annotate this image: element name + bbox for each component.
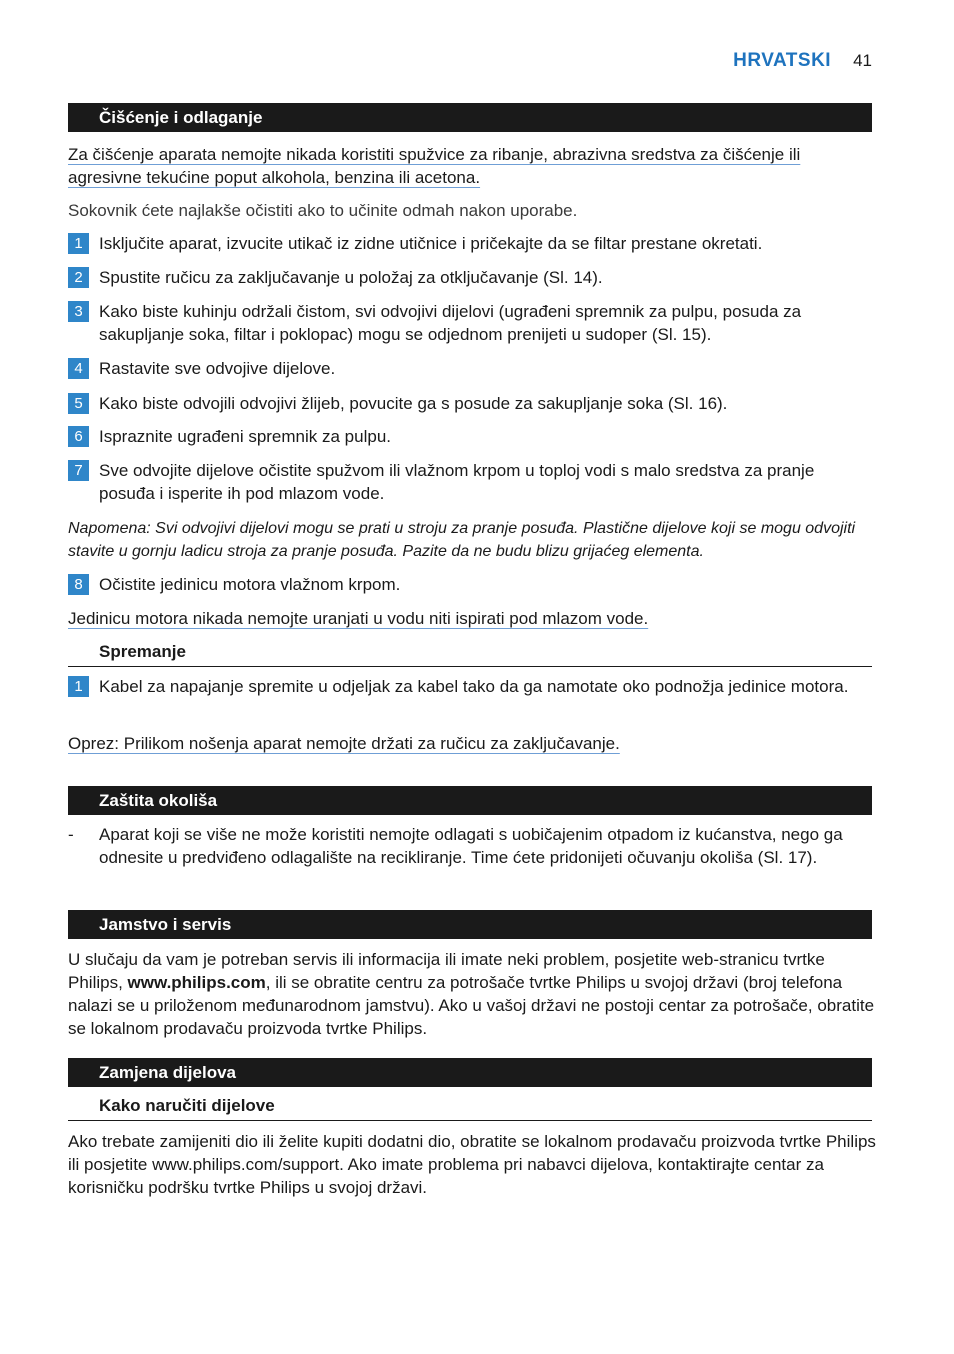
environment-text: Aparat koji se više ne može koristiti nemojte odlagati s uobičajenim otpadom iz kućanstva, nego ga odnesite u predviđeno odlagalište na recikliranje. Time ćete pridonijeti očuvanju okoliša (Sl. 17). [99, 825, 843, 867]
storage-caution-text: Oprez: Prilikom nošenja aparat nemojte držati za ručicu za zaključavanje. [68, 734, 620, 753]
section-title-guarantee: Jamstvo i servis [68, 910, 872, 939]
page-number: 41 [853, 51, 872, 70]
step-text: Isključite aparat, izvucite utikač iz zidne utičnice i pričekajte da se filtar prestane okretati. [99, 234, 763, 253]
section-title-cleaning: Čišćenje i odlaganje [68, 103, 872, 132]
step-text: Kabel za napajanje spremite u odjeljak za kabel tako da ga namotate oko podnožja jedinice motora. [99, 677, 849, 696]
page-header [733, 46, 872, 76]
guarantee-text [68, 948, 876, 1040]
list-item [68, 823, 876, 869]
step-text: Očistite jedinicu motora vlažnom krpom. [99, 575, 401, 594]
step-number: 7 [68, 460, 89, 481]
step-number: 4 [68, 358, 89, 379]
motor-warning-text: Jedinicu motora nikada nemojte uranjati u vodu niti ispirati pod mlazom vode. [68, 609, 649, 628]
philips-website-link[interactable]: www.philips.com [127, 973, 266, 992]
cleaning-note: Napomena: Svi odvojivi dijelovi mogu se prati u stroju za pranje posuđa. Plastične dijelove koji se mogu odvojiti stavite u gornju ladicu stroja za pranje posuđa. Pazite da ne budu blizu grijaćeg elementa. [68, 520, 856, 560]
step-item [68, 392, 876, 415]
subsection-title-order-parts: Kako naručiti dijelove [68, 1095, 872, 1121]
list-dash: - [68, 825, 74, 844]
step-number: 2 [68, 267, 89, 288]
step-item [68, 573, 876, 596]
step-number: 1 [68, 676, 89, 697]
section-title-environment: Zaštita okoliša [68, 786, 872, 815]
step-number: 5 [68, 393, 89, 414]
guarantee-text-before: U slučaju da vam je potreban servis ili informacija ili imate neki problem, posjetite web-stranicu tvrtke Philips, [68, 950, 825, 992]
step-item [68, 459, 876, 505]
step-text: Kako biste kuhinju održali čistom, svi odvojivi dijelovi (ugrađeni spremnik za pulpu, posuda za sakupljanje soka, filtar i poklopac) mogu se odjednom prenijeti u sudoper (Sl. 15). [99, 302, 802, 344]
step-text: Kako biste odvojili odvojivi žlijeb, povucite ga s posude za sakupljanje soka (Sl. 16). [99, 394, 728, 413]
step-item [68, 357, 876, 380]
step-item [68, 300, 876, 346]
step-text: Ispraznite ugrađeni spremnik za pulpu. [99, 427, 391, 446]
step-number: 1 [68, 233, 89, 254]
storage-caution [68, 732, 876, 755]
step-number: 3 [68, 301, 89, 322]
step-text: Rastavite sve odvojive dijelove. [99, 359, 336, 378]
section-title-parts: Zamjena dijelova [68, 1058, 872, 1087]
step-item [68, 232, 876, 255]
cleaning-intro: Sokovnik ćete najlakše očistiti ako to učinite odmah nakon uporabe. [68, 201, 578, 220]
step-item [68, 675, 876, 698]
cleaning-warning [68, 143, 876, 189]
language-label: HRVATSKI [733, 50, 832, 71]
step-item [68, 425, 876, 448]
parts-text: Ako trebate zamijeniti dio ili želite kupiti dodatni dio, obratite se lokalnom prodavaču proizvoda tvrtke Philips ili posjetite www.philips.com/support. Ako imate problema pri nabavci dijelova, kontaktirajte centar za korisničku podršku tvrtke Philips u svojoj državi. [68, 1132, 876, 1197]
motor-warning [68, 607, 876, 630]
guarantee-text-after: , ili se obratite centru za potrošače tvrtke Philips u svojoj državi (broj telefona nalazi se u priloženom međunarodnom jamstvu). Ako u vašoj državi ne postoji centar za potrošače, obratite se lokalnom prodavaču proizvoda tvrtke Philips. [68, 973, 875, 1038]
step-number: 8 [68, 574, 89, 595]
step-number: 6 [68, 426, 89, 447]
step-text: Spustite ručicu za zaključavanje u položaj za otključavanje (Sl. 14). [99, 268, 603, 287]
cleaning-warning-text: Za čišćenje aparata nemojte nikada koristiti spužvice za ribanje, abrazivna sredstva za čišćenje ili agresivne tekućine poput alkohola, benzina ili acetona. [68, 145, 801, 187]
step-item [68, 266, 876, 289]
step-text: Sve odvojite dijelove očistite spužvom ili vlažnom krpom u toploj vodi s malo sredstva za pranje posuđa i isperite ih pod mlazom vode. [99, 461, 815, 503]
subsection-title-storage: Spremanje [68, 641, 872, 667]
